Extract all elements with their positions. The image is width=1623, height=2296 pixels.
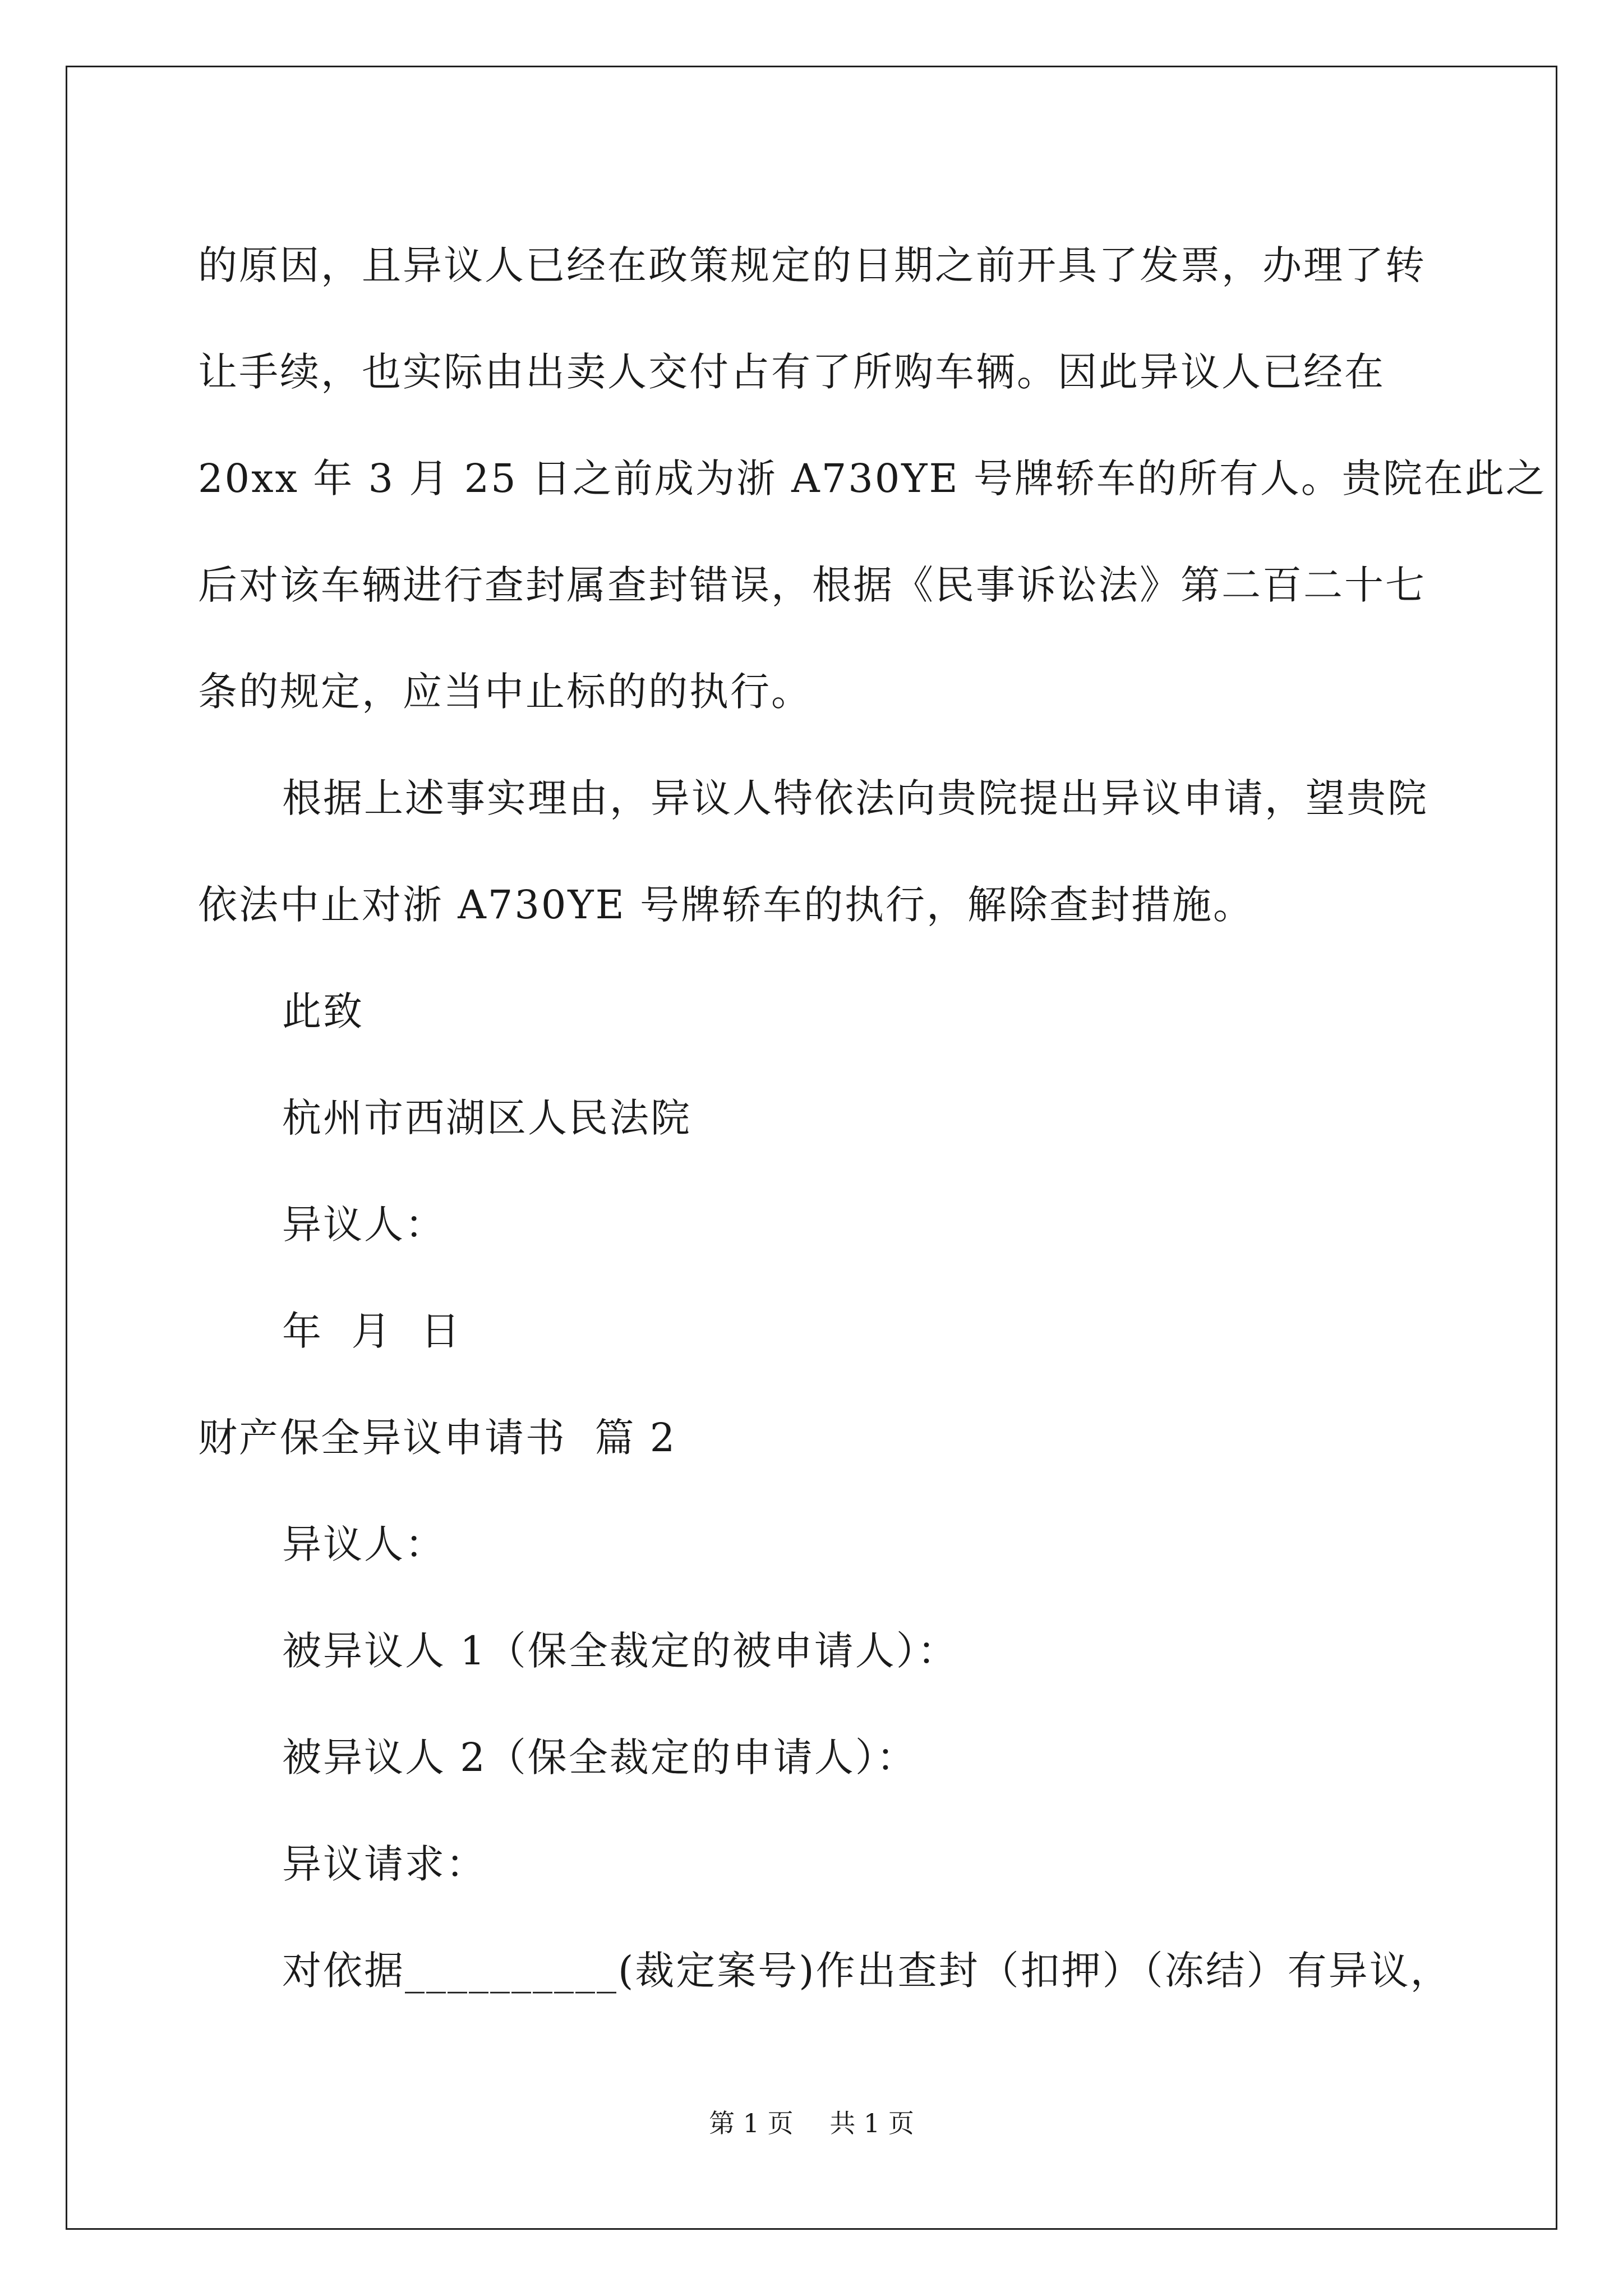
paragraph-line: 条的规定，应当中止标的的执行。 bbox=[198, 669, 812, 715]
field-respondent-2: 被异议人 2（保全裁定的申请人）： bbox=[282, 1734, 917, 1780]
field-request: 异议请求： bbox=[282, 1841, 487, 1887]
salutation: 此致 bbox=[282, 988, 364, 1034]
page-number: 第 1 页 bbox=[709, 2108, 794, 2138]
paragraph-line: 依法中止对浙 A730YE 号牌轿车的执行，解除查封措施。 bbox=[198, 882, 1254, 928]
recipient-court: 杭州市西湖区人民法院 bbox=[282, 1095, 691, 1141]
signature-date: 年 月 日 bbox=[282, 1308, 462, 1354]
section-title: 财产保全异议申请书 篇 2 bbox=[198, 1415, 677, 1461]
page-footer bbox=[0, 2106, 1623, 2140]
page-total: 共 1 页 bbox=[829, 2108, 914, 2138]
signature-objector: 异议人： bbox=[282, 1202, 446, 1248]
paragraph-line: 根据上述事实理由，异议人特依法向贵院提出异议申请，望贵院 bbox=[282, 775, 1428, 821]
paragraph-line: 对依据__________(裁定案号)作出查封（扣押）（冻结）有异议， bbox=[282, 1948, 1451, 1994]
paragraph-line: 20xx 年 3 月 25 日之前成为浙 A730YE 号牌轿车的所有人。贵院在此之 bbox=[198, 455, 1547, 501]
field-respondent-1: 被异议人 1（保全裁定的被申请人）： bbox=[282, 1628, 958, 1674]
field-objector: 异议人： bbox=[282, 1521, 446, 1567]
paragraph-line: 的原因，且异议人已经在政策规定的日期之前开具了发票，办理了转 bbox=[198, 242, 1426, 288]
paragraph-line: 让手续，也实际由出卖人交付占有了所购车辆。因此异议人已经在 bbox=[198, 349, 1385, 395]
paragraph-line: 后对该车辆进行查封属查封错误，根据《民事诉讼法》第二百二十七 bbox=[198, 562, 1426, 608]
document-body bbox=[198, 212, 1547, 2024]
